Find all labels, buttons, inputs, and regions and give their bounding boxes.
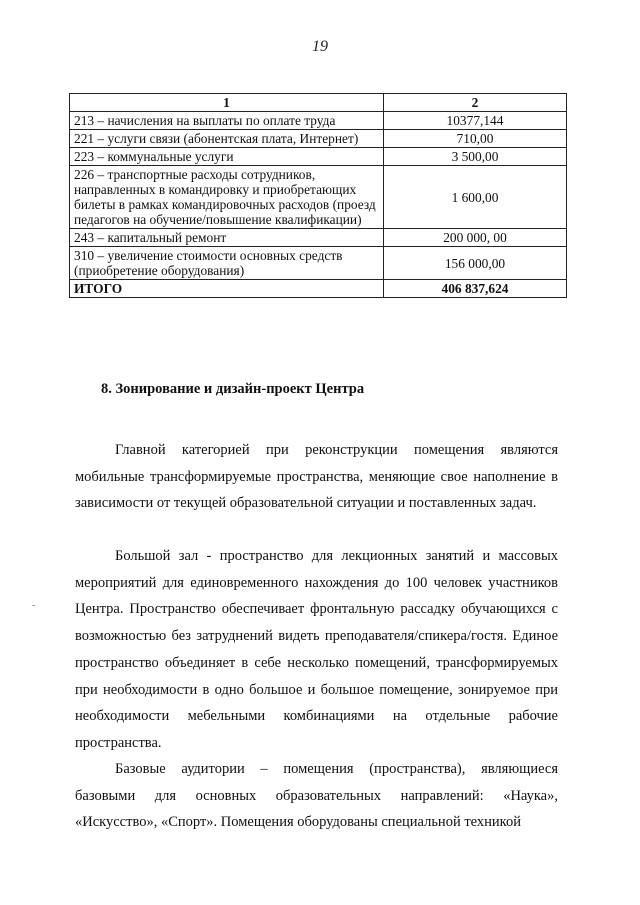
page-number: 19 (312, 38, 328, 55)
table-row (70, 247, 567, 280)
table-row (70, 148, 567, 166)
expense-description: 221 – услуги связи (абонентская плата, Интернет) (70, 130, 384, 148)
table-row (70, 130, 567, 148)
body-paragraph: Большой зал - пространство для лекционных занятий и массовых мероприятий для единовременного нахождения до 100 человек участников Центра. Пространство обеспечивает фронтальную рассадку обучающихся с возможностью без затруднений видеть преподавателя/спикера/гостя. Единое пространство объединяет в себе несколько помещений, трансформируемых при необходимости в одно большое и большое помещение, зонируемое при необходимости мебельными комбинациями на отдельные рабочие пространства. (75, 548, 558, 751)
expense-description: 310 – увеличение стоимости основных средств (приобретение оборудования) (70, 247, 384, 280)
column-header: 2 (384, 94, 567, 112)
expense-amount: 710,00 (384, 130, 567, 148)
table-total-row (70, 280, 567, 298)
table-row (70, 112, 567, 130)
expense-amount: 200 000, 00 (384, 229, 567, 247)
section-title: 8. Зонирование и дизайн-проект Центра (101, 381, 365, 397)
table-header-row (70, 94, 567, 112)
table-row (70, 166, 567, 229)
expense-amount: 156 000,00 (384, 247, 567, 280)
total-label: ИТОГО (70, 280, 384, 298)
budget-table (69, 93, 567, 298)
expense-description: 223 – коммунальные услуги (70, 148, 384, 166)
expense-amount: 1 600,00 (384, 166, 567, 229)
expense-description: 226 – транспортные расходы сотрудников, направленных в командировку и приобретающих билеты в рамках командировочных расходов (проезд педагогов на обучение/повышение квалификации) (70, 166, 384, 229)
expense-description: 243 – капитальный ремонт (70, 229, 384, 247)
expense-description: 213 – начисления на выплаты по оплате труда (70, 112, 384, 130)
expense-amount: 10377,144 (384, 112, 567, 130)
margin-mark: - (32, 600, 36, 611)
table-row (70, 229, 567, 247)
body-paragraph: Базовые аудитории – помещения (пространства), являющиеся базовыми для основных образовательных направлений: «Наука», «Искусство», «Спорт». Помещения оборудованы специальной техникой (75, 761, 558, 831)
expense-amount: 3 500,00 (384, 148, 567, 166)
column-header: 1 (70, 94, 384, 112)
body-paragraph: Главной категорией при реконструкции помещения являются мобильные трансформируемые пространства, меняющие свое наполнение в зависимости от текущей образовательной ситуации и поставленных задач. (75, 442, 558, 512)
total-amount: 406 837,624 (384, 280, 567, 298)
